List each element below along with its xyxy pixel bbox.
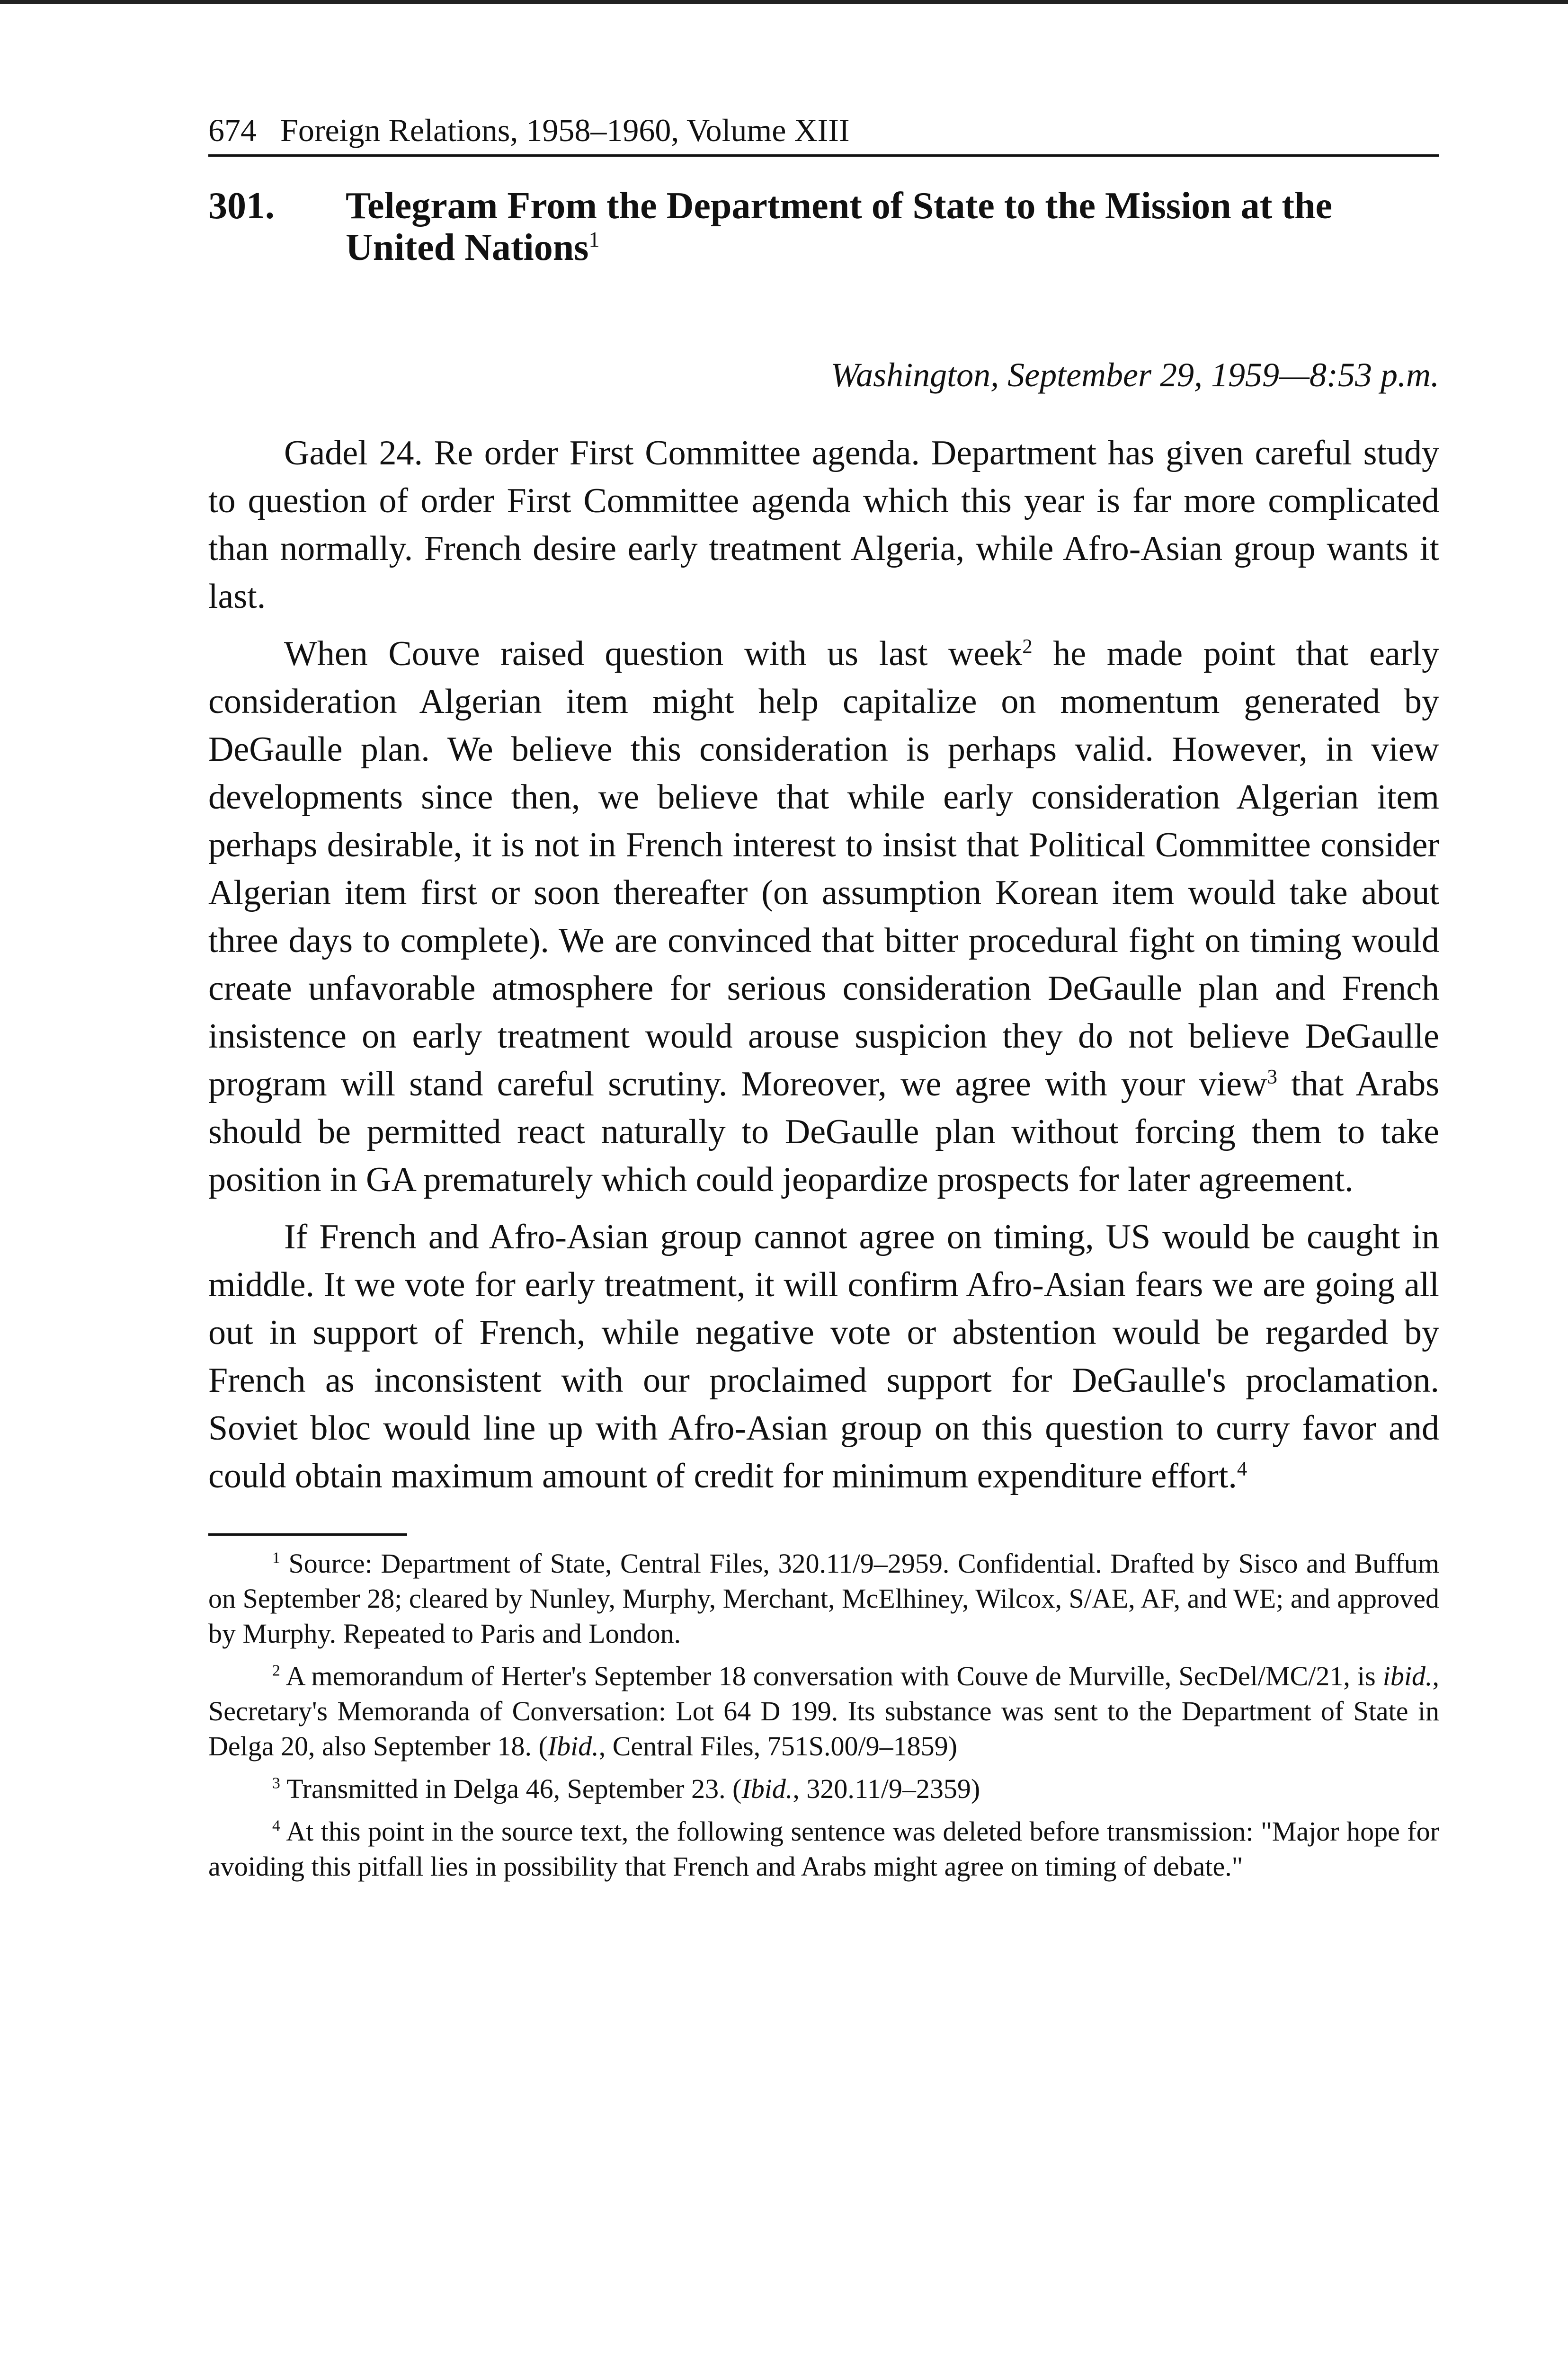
top-edge-rule — [0, 0, 1568, 4]
footnote-3-number: 3 — [272, 1774, 280, 1792]
page-number: 674 — [208, 112, 257, 148]
footnote-2-number: 2 — [272, 1662, 280, 1680]
footnote-rule — [208, 1533, 407, 1536]
document-title — [346, 185, 1439, 268]
footnote-2 — [208, 1659, 1439, 1764]
paragraph-3-text: If French and Afro-Asian group cannot agree on timing, US would be caught in middle. It we vote for early treatment, it will confirm Afro-Asian fears we are going all out in support of French, while negative vote or abstention would be regarded by French as inconsistent with our proclaimed support for DeGaulle's proclamation. Soviet bloc would line up with Afro-Asian group on this question to curry favor and could obtain maximum amount of credit for minimum expenditure effort. — [208, 1218, 1439, 1495]
footnote-3-ibid: Ibid. — [741, 1773, 793, 1804]
dateline: Washington, September 29, 1959—8:53 p.m. — [830, 356, 1439, 394]
paragraph-1: Gadel 24. Re order First Committee agenda. Department has given careful study to question of order First Committee agenda which this year is far more complicated than normally. French desire early treatment Algeria, while Afro-Asian group wants it last. — [208, 434, 1439, 616]
document-heading — [208, 185, 1439, 268]
telegram-body — [208, 429, 1439, 1500]
footnote-1-number: 1 — [272, 1549, 280, 1567]
paragraph-2-part-c: that Arabs should be permitted react naturally to DeGaulle plan without forcing them to take position in GA prematurely which could jeopardize prospects for later agreement. — [208, 1065, 1439, 1199]
footnote-ref-1: 1 — [588, 228, 600, 252]
paragraph-2-part-a: When Couve raised question with us last week — [284, 634, 1023, 673]
paragraph-3 — [208, 1213, 1439, 1500]
footnote-ref-2: 2 — [1022, 635, 1033, 658]
paragraph-2 — [208, 630, 1439, 1204]
document-page — [208, 109, 1439, 1892]
footnote-4-number: 4 — [272, 1817, 280, 1835]
paragraph-2-part-b: he made point that early consideration Algerian item might help capitalize on momentum generated by DeGaulle plan. We believe this consideration is perhaps valid. However, in view developments since then, we believe that while early consideration Algerian item perhaps desirable, it is not in French interest to insist that Political Committee consider Algerian item first or soon thereafter (on assumption Korean item would take about three days to complete). We are convinced that bitter procedural fight on timing would create unfavorable atmosphere for serious consideration DeGaulle plan and French insistence on early treatment would arouse suspicion they do not believe DeGaulle program will stand careful scrutiny. Moreover, we agree with your view — [208, 634, 1439, 1103]
footnote-2-ibid: ibid. — [1382, 1661, 1433, 1691]
footnote-3 — [208, 1771, 1439, 1806]
footnote-1 — [208, 1546, 1439, 1651]
document-title-text: Telegram From the Department of State to the Mission at the United Nations — [346, 185, 1333, 268]
running-head — [208, 109, 1439, 157]
document-number: 301. — [208, 185, 275, 227]
footnote-3-part-b: , 320.11/9–2359) — [793, 1773, 980, 1804]
footnote-2-part-a: A memorandum of Herter's September 18 conversation with Couve de Murville, SecDel/MC/21, is — [285, 1661, 1383, 1691]
footnote-2-part-c: , Central Files, 751S.00/9–1859) — [598, 1731, 957, 1762]
footnote-1-text: Source: Department of State, Central Files, 320.11/9–2959. Confidential. Drafted by Sisco and Buffum on September 28; cleared by Nunley, Murphy, Merchant, McElhiney, Wilcox, S/AE, AF, and WE; and approved by Murphy. Repeated to Paris and London. — [208, 1548, 1439, 1649]
footnote-ref-3: 3 — [1267, 1066, 1277, 1088]
footnote-4-text: At this point in the source text, the following sentence was deleted before transmission: "Major hope for avoiding this pitfall lies in possibility that French and Arabs might agree on timing of debate." — [208, 1816, 1439, 1882]
footnote-4 — [208, 1814, 1439, 1884]
publication-title: Foreign Relations, 1958–1960, Volume XIII — [280, 112, 850, 148]
footnotes — [208, 1546, 1439, 1884]
footnote-ref-4: 4 — [1237, 1458, 1247, 1480]
footnote-3-part-a: Transmitted in Delga 46, September 23. ( — [286, 1773, 742, 1804]
footnote-2-part-b: , Secretary's Memoranda of Conversation: Lot 64 D 199. Its substance was sent to the Department of State in Delga 20, also September 18. ( — [208, 1661, 1439, 1762]
footnote-2-ibid-2: Ibid. — [547, 1731, 599, 1762]
